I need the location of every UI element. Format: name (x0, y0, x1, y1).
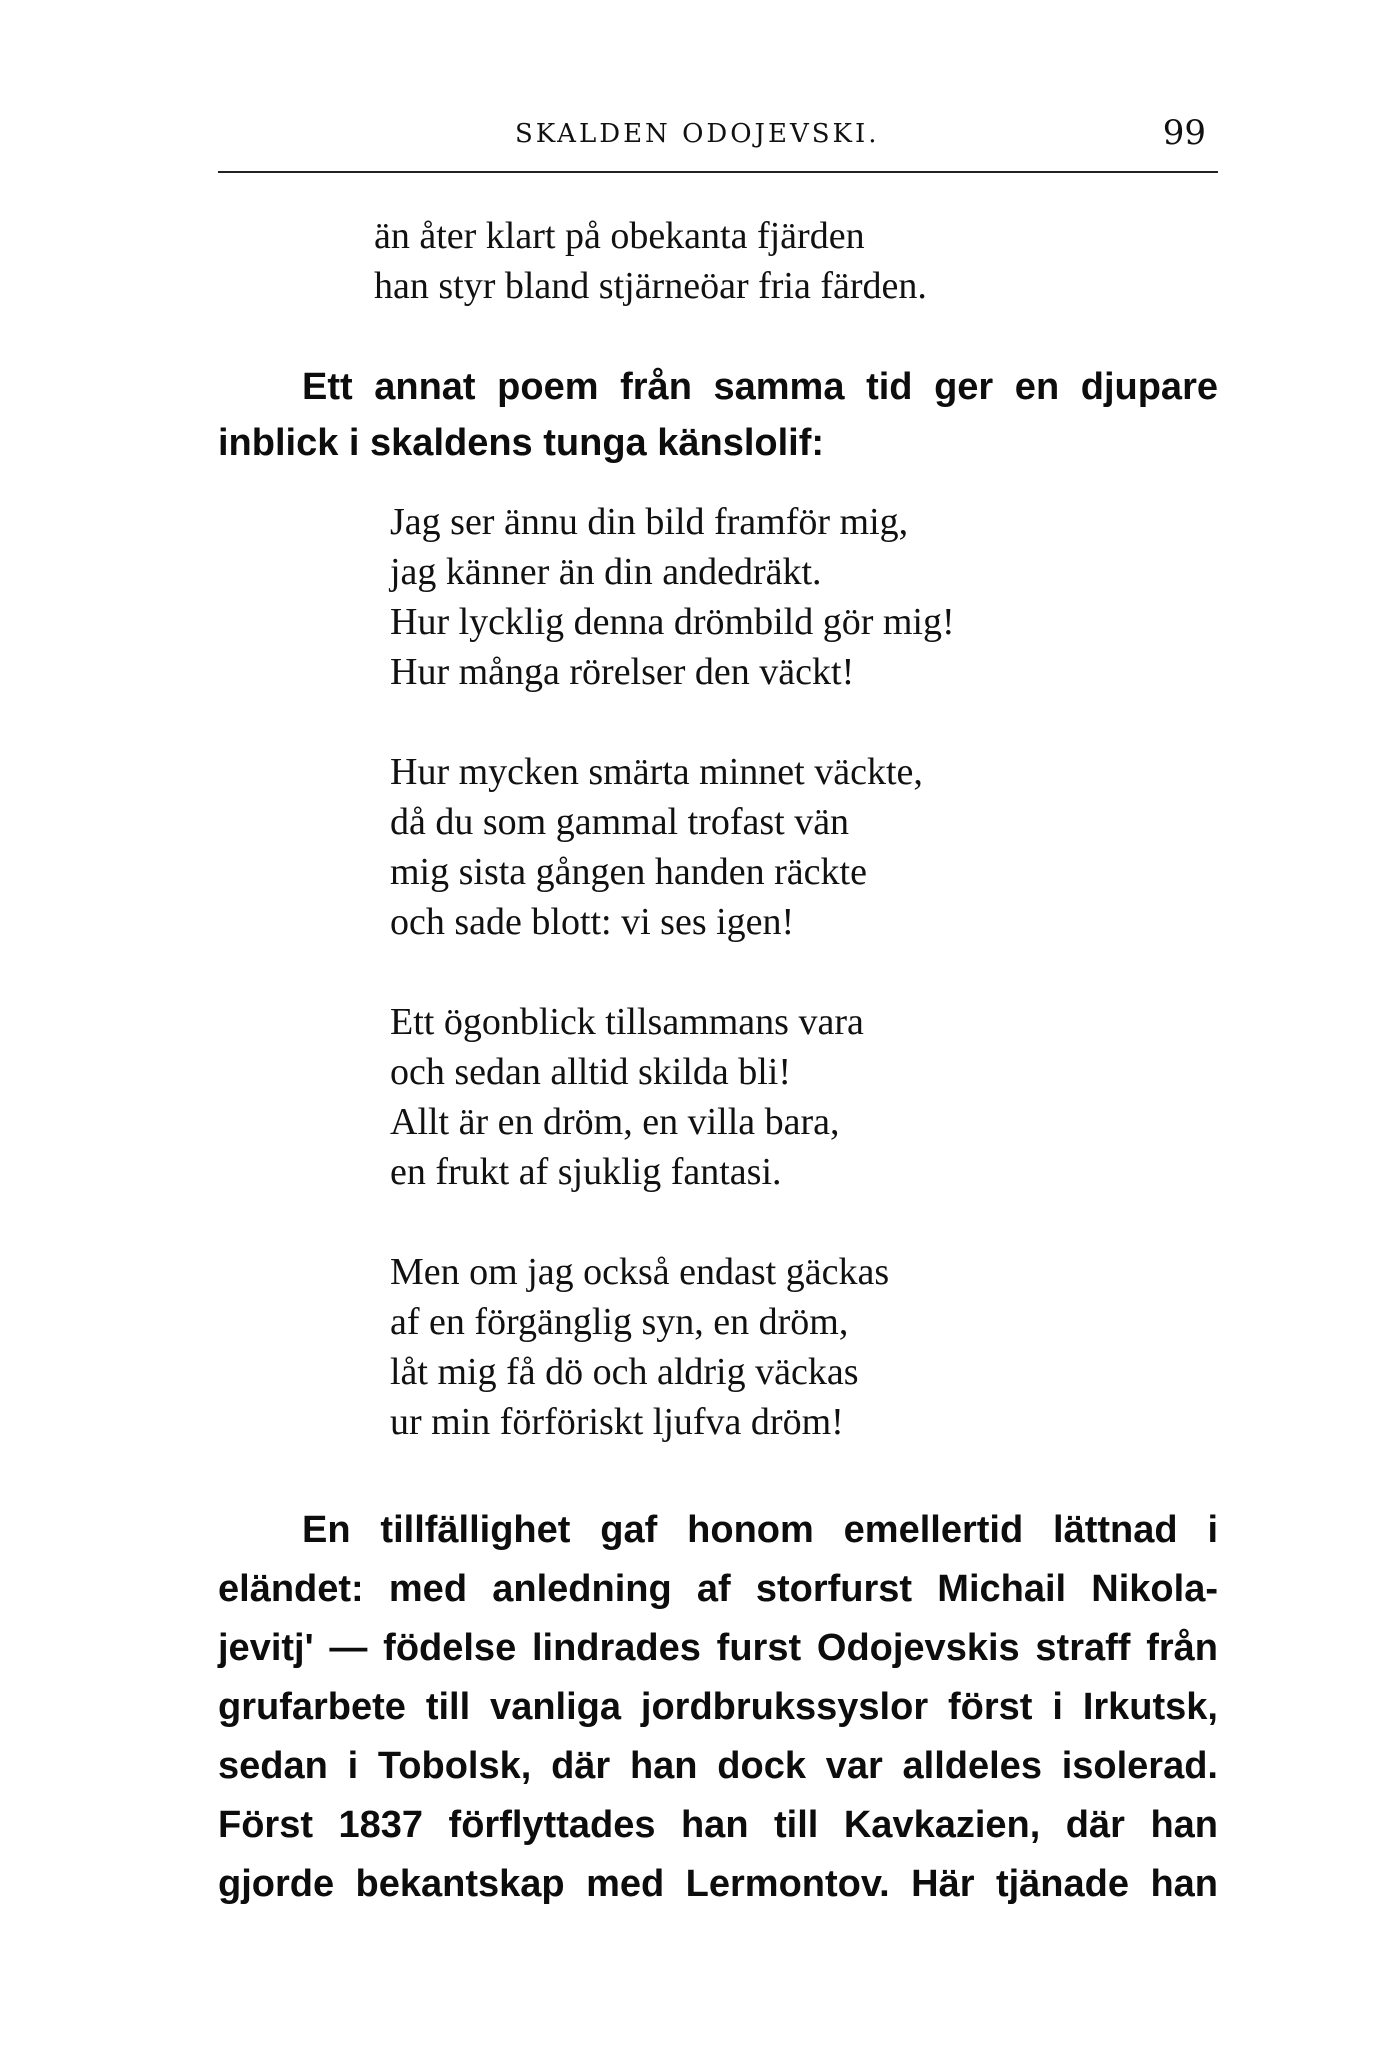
prose-line: Först 1837 förflyttades han till Kavkazien, där han (218, 1804, 1218, 1846)
verse-line: då du som gammal trofast vän (390, 801, 850, 843)
verse-line: en frukt af sjuklig fantasi. (390, 1151, 782, 1193)
poem-stanza-3 (390, 997, 864, 1197)
verse-line: mig sista gången handen räckte (390, 851, 867, 893)
intro-verse (374, 211, 927, 311)
poem-stanza-1 (390, 497, 955, 697)
verse-line: Jag ser ännu din bild framför mig, (390, 501, 909, 543)
verse-line: af en förgänglig syn, en dröm, (390, 1301, 849, 1343)
prose-line: inblick i skaldens tunga känslolif: (218, 422, 825, 464)
verse-line: Hur många rörelser den väckt! (390, 651, 855, 693)
verse-line: jag känner än din andedräkt. (390, 551, 822, 593)
verse-line: Hur mycken smärta minnet väckte, (390, 751, 923, 793)
verse-line: Hur lycklig denna drömbild gör mig! (390, 601, 955, 643)
prose-line: gjorde bekantskap med Lermontov. Här tjänade han (218, 1863, 1218, 1905)
header-rule (218, 171, 1218, 173)
prose-line: grufarbete till vanliga jordbrukssyslor först i Irkutsk, (218, 1686, 1218, 1728)
verse-line: Ett ögonblick tillsammans vara (390, 1001, 864, 1043)
verse-line: ur min förföriskt ljufva dröm! (390, 1401, 844, 1443)
verse-line: han styr bland stjärneöar fria färden. (374, 265, 927, 307)
running-title: SKALDEN ODOJEVSKI. (515, 119, 880, 149)
prose-line: sedan i Tobolsk, där han dock var alldeles isolerad. (218, 1745, 1218, 1787)
poem-stanza-2 (390, 747, 923, 947)
paragraph-2 (218, 1501, 1218, 1914)
verse-line: och sade blott: vi ses igen! (390, 901, 795, 943)
prose-line: eländet: med anledning af storfurst Michail Nikola- (218, 1568, 1218, 1610)
verse-line: låt mig få dö och aldrig väckas (390, 1351, 859, 1393)
verse-line: än åter klart på obekanta fjärden (374, 215, 865, 257)
paragraph-1 (218, 359, 1218, 471)
prose-line: En tillfällighet gaf honom emellertid lättnad i (302, 1509, 1218, 1551)
verse-line: och sedan alltid skilda bli! (390, 1051, 792, 1093)
poem-stanza-4 (390, 1247, 889, 1447)
page-number: 99 (1162, 113, 1206, 153)
prose-line: jevitj' — födelse lindrades furst Odojevskis straff från (218, 1627, 1218, 1669)
verse-line: Allt är en dröm, en villa bara, (390, 1101, 840, 1143)
prose-line: Ett annat poem från samma tid ger en djupare (302, 366, 1218, 408)
running-head (218, 112, 1218, 160)
verse-line: Men om jag också endast gäckas (390, 1251, 890, 1293)
